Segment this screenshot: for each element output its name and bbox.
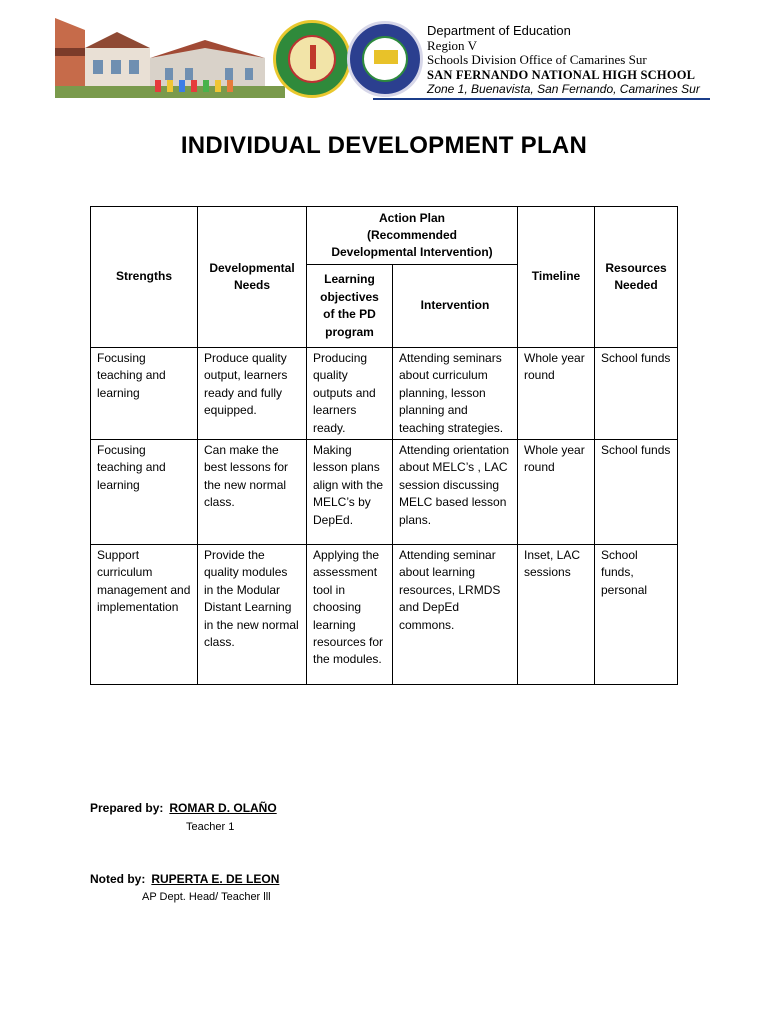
division-name: Schools Division Office of Camarines Sur [427,52,647,67]
cell-strengths: Focusing teaching and learning [91,440,198,545]
table-row [91,440,678,545]
cell-objectives: Making lesson plans align with the MELC’s by DepEd. [307,440,393,545]
cell-needs: Produce quality output, learners ready and fully equipped. [198,348,307,440]
letterhead-rule [373,98,710,100]
school-name: SAN FERNANDO NATIONAL HIGH SCHOOL [427,67,696,82]
cell-resources: School funds [595,440,678,545]
cell-timeline: Whole year round [518,348,595,440]
cell-objectives: Producing quality outputs and learners ready. [307,348,393,440]
prepared-by-name: ROMAR D. OLAÑO [169,801,277,815]
cell-intervention: Attending seminars about curriculum planning, lesson planning and teaching strategies. [393,348,518,440]
action-plan-line2: (Recommended [366,227,458,242]
dept-name: Department of Education [427,23,571,38]
prepared-by-line [90,801,277,815]
table-header-row [91,207,678,265]
prepared-by-label: Prepared by: [90,801,164,815]
header-developmental-needs: Developmental Needs [198,207,307,348]
development-plan-table [90,206,678,685]
header-action-plan [307,207,518,265]
header-timeline: Timeline [518,207,595,348]
cell-timeline: Whole year round [518,440,595,545]
noted-by-line [90,872,279,886]
noted-by-label: Noted by: [90,872,146,886]
noted-by-title: AP Dept. Head/ Teacher lll [142,891,271,903]
cell-timeline: Inset, LAC sessions [518,545,595,685]
table-row [91,348,678,440]
cell-resources: School funds, personal [595,545,678,685]
school-seal-logo [347,21,423,97]
noted-by-name: RUPERTA E. DE LEON [151,872,280,886]
cell-intervention: Attending seminar about learning resources, LRMDS and DepEd commons. [393,545,518,685]
region-name: Region V [427,37,477,53]
header-strengths: Strengths [91,207,198,348]
cell-needs: Can make the best lessons for the new normal class. [198,440,307,545]
cell-strengths: Focusing teaching and learning [91,348,198,440]
letterhead [55,18,710,102]
cell-objectives: Applying the assessment tool in choosing learning resources for the modules. [307,545,393,685]
prepared-by-title: Teacher 1 [186,821,235,833]
letterhead-text [427,24,717,97]
table-row [91,545,678,685]
cell-intervention: Attending orientation about MELC’s , LAC session discussing MELC based lesson plans. [393,440,518,545]
header-intervention: Intervention [393,265,518,348]
document-title: INDIVIDUAL DEVELOPMENT PLAN [180,132,588,159]
cell-strengths: Support curriculum management and implementation [91,545,198,685]
school-address: Zone 1, Buenavista, San Fernando, Camarines Sur [427,82,700,96]
action-plan-line3: Developmental Intervention) [331,245,493,260]
division-seal-logo [273,20,351,98]
cell-resources: School funds [595,348,678,440]
cell-needs: Provide the quality modules in the Modular Distant Learning in the new normal class. [198,545,307,685]
header-learning-objectives: Learning objectives of the PD program [307,265,393,348]
header-resources-needed: Resources Needed [595,207,678,348]
action-plan-line1: Action Plan [378,210,445,225]
